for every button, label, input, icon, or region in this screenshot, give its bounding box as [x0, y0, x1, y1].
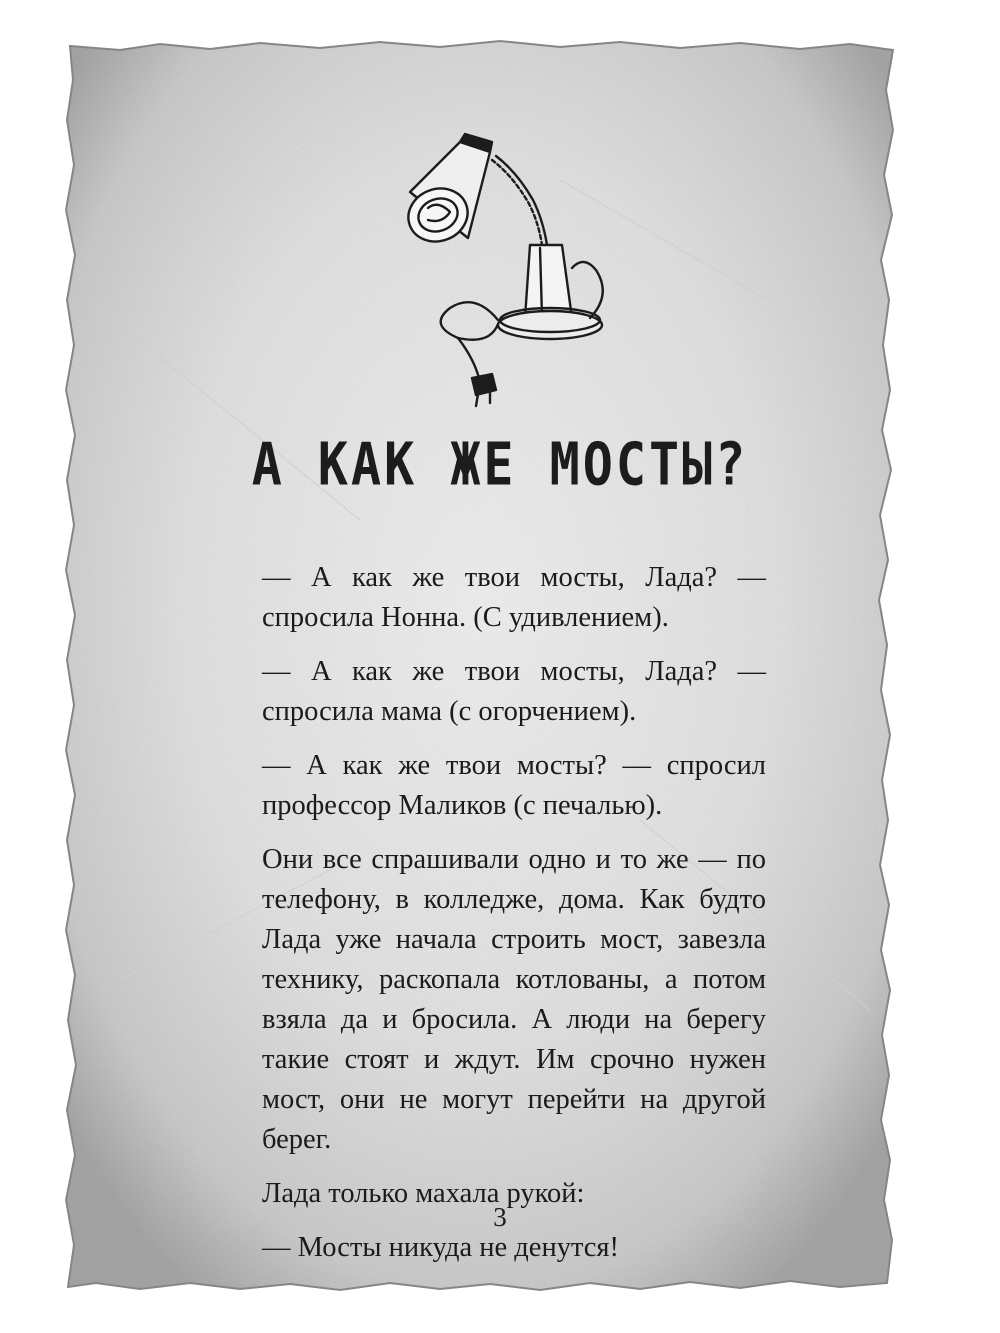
paragraph: — А как же твои мосты, Лада? — спросила мама (с огорчением).: [262, 656, 766, 727]
paragraph: — Мосты никуда не денутся!: [262, 1232, 620, 1263]
page-number: 3: [493, 1202, 507, 1232]
paragraph: Лада только махала рукой:: [262, 1178, 585, 1209]
paragraph: — А как же твои мосты, Лада? — спросила Нонна. (С удивлением).: [262, 562, 766, 633]
chapter-title: А КАК ЖЕ МОСТЫ?: [251, 430, 749, 499]
desk-lamp-icon: [380, 120, 620, 410]
chapter-body: [262, 558, 766, 1282]
paragraph: Они все спрашивали одно и то же — по телефону, в колледже, дома. Как будто Лада уже начала строить мост, завезла технику, раскопала котлованы, а потом взяла да и бросила. А люди на берегу такие стоят и ждут. Им срочно нужен мост, они не могут перейти на другой берег.: [262, 844, 766, 1155]
paragraph: — А как же твои мосты? — спросил профессор Маликов (с печалью).: [262, 750, 766, 821]
